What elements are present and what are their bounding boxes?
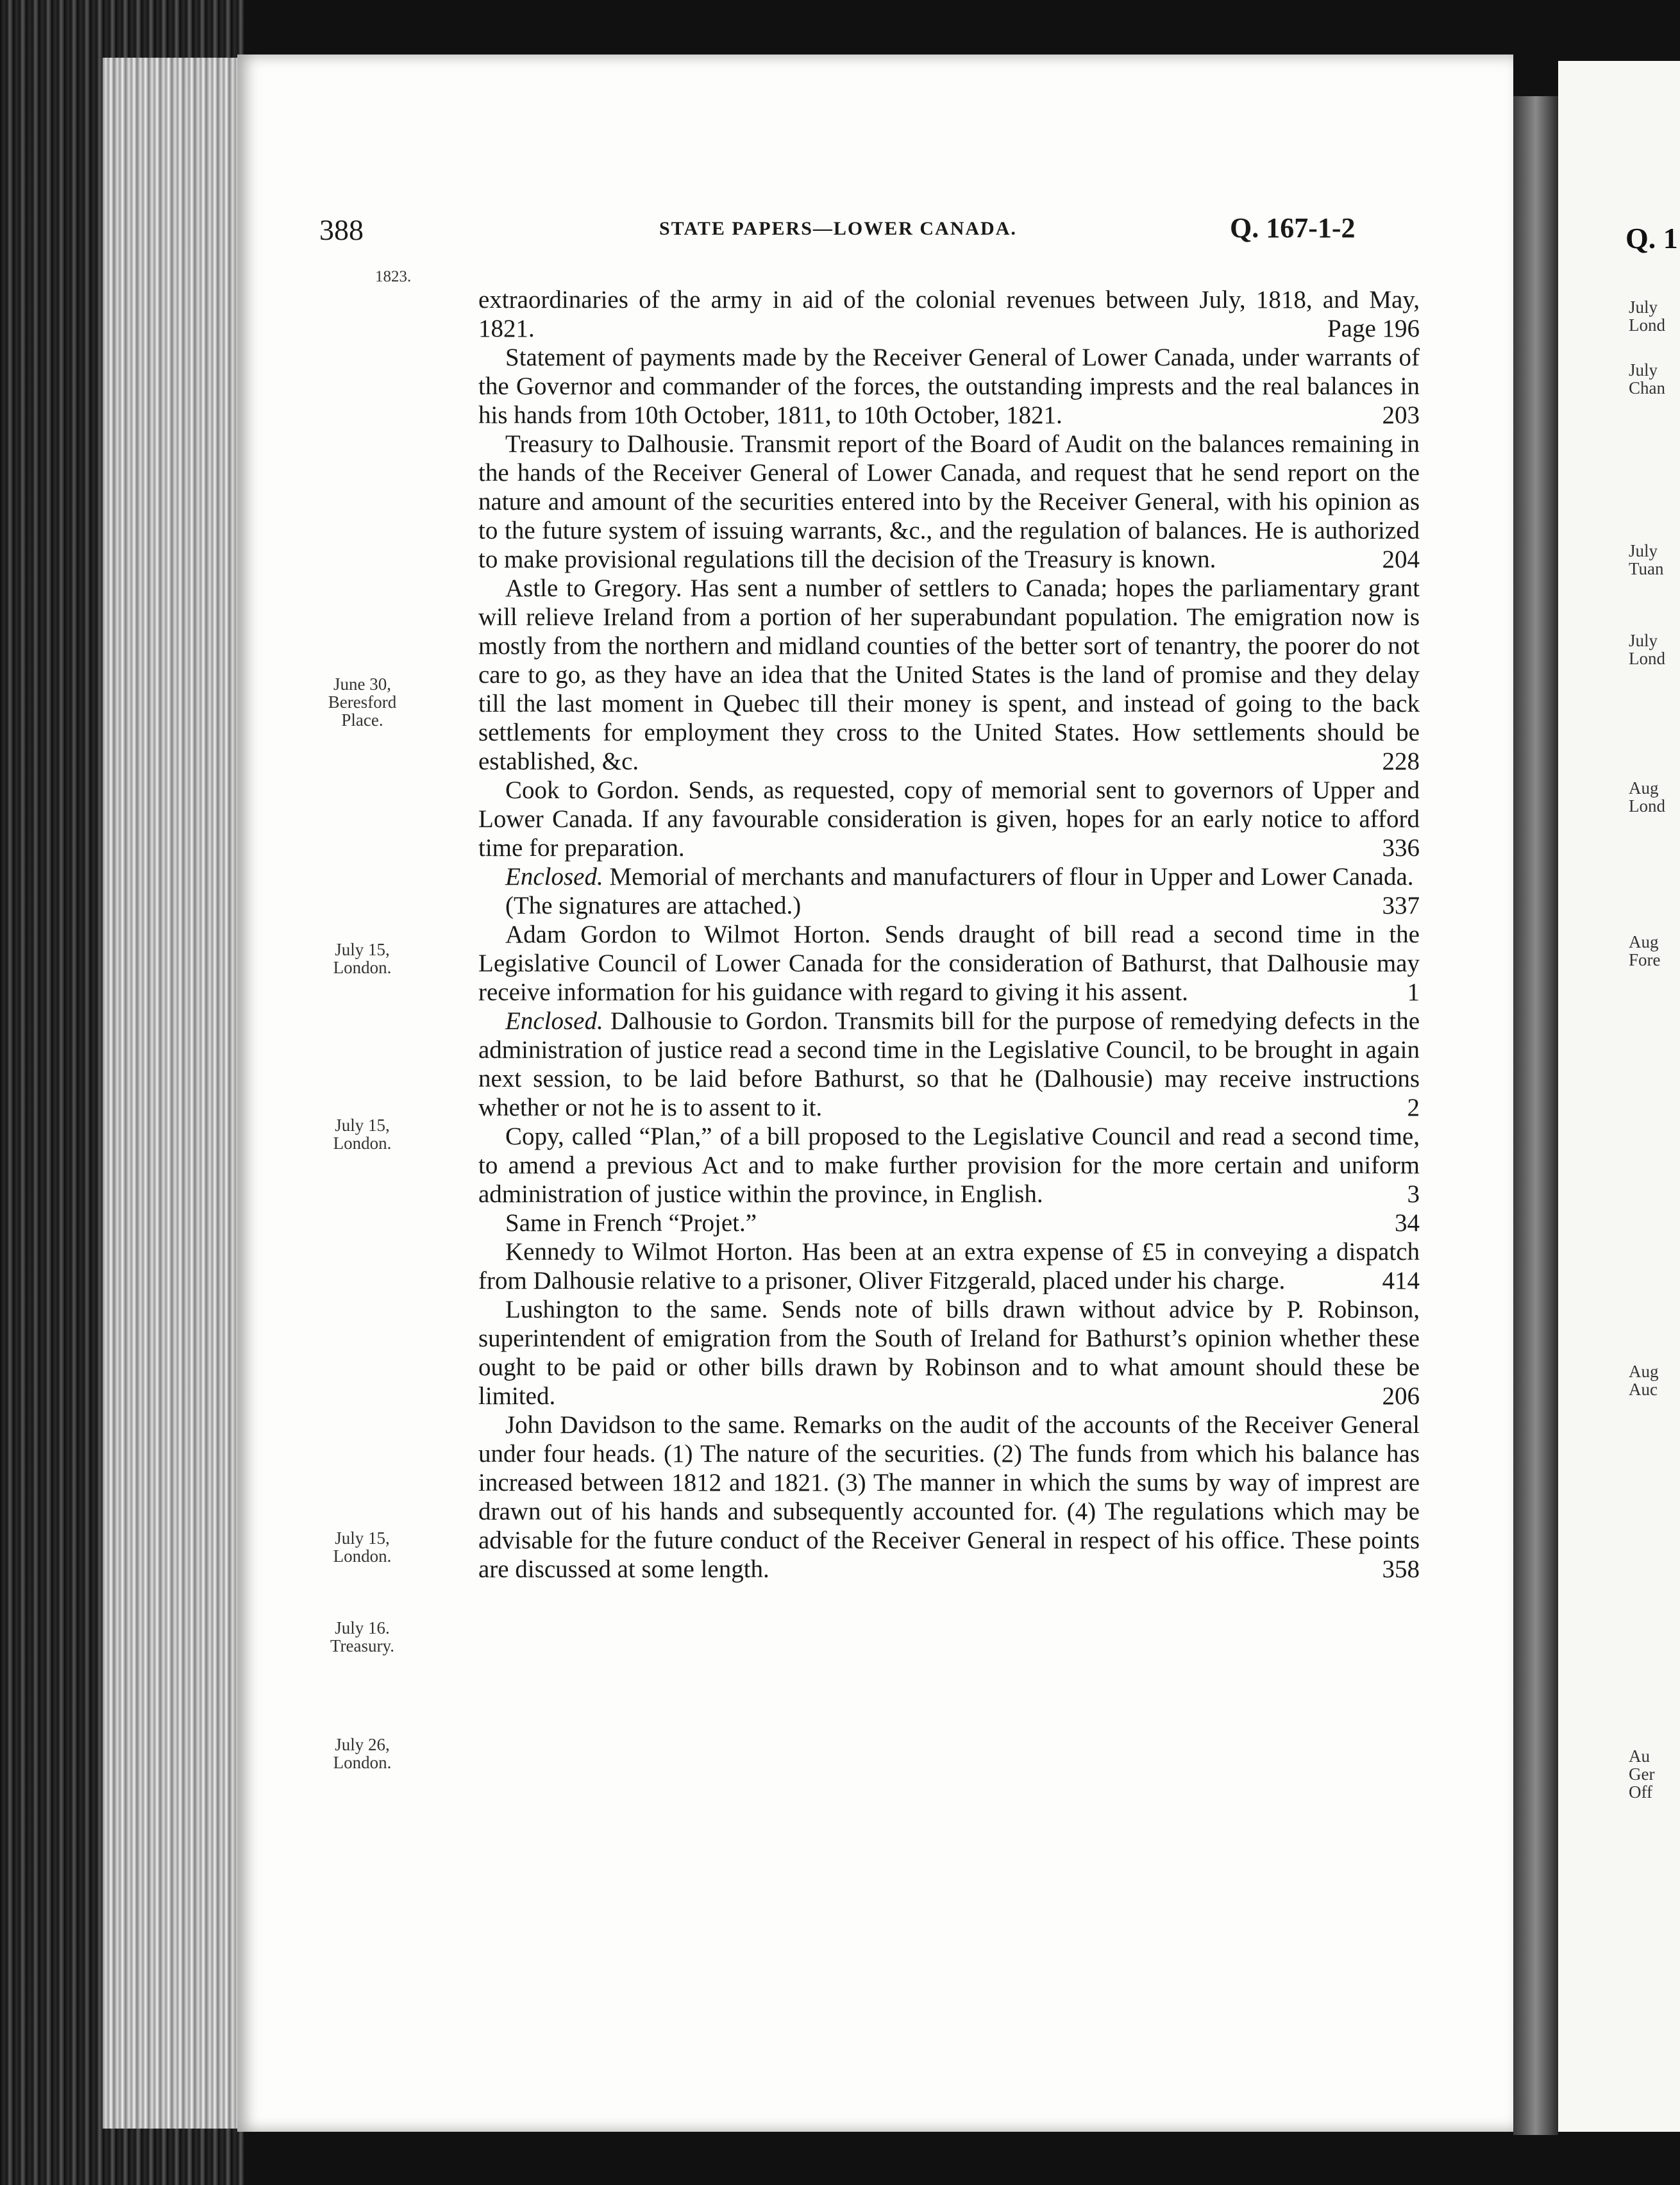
entry: Treasury to Dalhousie. Transmit report of the Board of Audit on the balances remaining in the hands of the Receiver General of Lower Canada, and request that he send report on the nature and amount of the securities entered into by the Receiver General, with his opinion as to the future system of issuing warrants, &c., and the regulation of balances. He is authorized to make provisional regulations till the decision of the Treasury is known. 204 [478,430,1420,573]
margin-date: July 26, [335,1735,390,1754]
entry: Enclosed. Memorial of merchants and manufacturers of flour in Upper and Lower Canada. 337 [505,863,1420,919]
entry: extraordinaries of the army in aid of the colonial revenues between July, 1818, and May, 1821. Page 196 [478,286,1420,342]
adjacent-note: Chan [1629,378,1665,398]
entry: Same in French “Projet.” 34 [505,1209,1420,1237]
entry: Kennedy to Wilmot Horton. Has been at an extra expense of £5 in conveying a dispatch from Dalhousie relative to a prisoner, Oliver Fitzgerald, placed under his charge. 414 [478,1238,1420,1294]
page-reference: 34 [1395,1209,1420,1237]
adjacent-note: Off [1629,1782,1652,1802]
page-reference: 358 [1382,1555,1420,1583]
margin-place: Place. [341,710,383,730]
adjacent-note: Ger [1629,1764,1655,1784]
margin-date: July 16. [335,1618,390,1637]
adjacent-note: Au [1629,1746,1650,1766]
adjacent-note: Lond [1629,796,1665,816]
entry: Statement of payments made by the Receiver General of Lower Canada, under warrants of the Governor and commander of the forces, the outstanding imprests and the real balances in his hands from 10th October, 1811, to 10th October, 1821. 203 [478,344,1420,429]
page-reference: 228 [1382,748,1420,775]
page-reference: Q. 167-1-2 [1230,212,1356,244]
page-reference: 414 [1382,1267,1420,1294]
page-reference: Page 196 [1327,315,1420,342]
page-reference: 337 [1382,892,1420,919]
adjacent-note: Lond [1629,315,1665,335]
page-reference: 203 [1382,401,1420,429]
adjacent-note: Aug [1629,932,1659,951]
margin-note [301,1736,423,1771]
margin-date: July 15, [335,1116,390,1135]
margin-note [301,1116,423,1152]
page-reference: 206 [1382,1382,1420,1410]
entry: Cook to Gordon. Sends, as requested, copy of memorial sent to governors of Upper and Lower Canada. If any favourable consideration is given, hopes for an early notice to afford time for preparation. 336 [478,776,1420,862]
page-reference: 204 [1382,546,1420,573]
enclosed-label: Enclosed. [505,1007,603,1035]
adjacent-note: July [1629,631,1658,650]
calendar-entries [478,285,1420,1584]
margin-note [301,1529,423,1565]
adjacent-page [1558,61,1680,2132]
margin-note [301,941,423,976]
margin-place: London. [333,1753,392,1772]
year-marker: 1823. [375,268,412,285]
margin-date: July 15, [335,940,390,959]
adjacent-note: July [1629,297,1658,317]
adjacent-note: Fore [1629,950,1661,969]
adjacent-note: Aug [1629,1362,1659,1381]
adjacent-note: Aug [1629,778,1659,798]
margin-place: London. [333,1546,392,1566]
entry: (The signatures are attached.) [505,892,802,919]
entry: Enclosed. Dalhousie to Gordon. Transmits bill for the purpose of remedying defects in the administration of justice read a second time in the Legislative Council, to be brought in again next session, to be laid before Bathurst, so that he (Dalhousie) may receive instructions whether or not he is to assent to it. 2 [478,1007,1420,1121]
adjacent-note: July [1629,360,1658,380]
margin-place: Treasury. [330,1636,394,1655]
enclosed-label: Enclosed. [505,863,603,891]
book-binding-edge [0,0,244,2185]
page-number: 388 [319,213,364,246]
margin-date: June 30, [333,674,391,694]
margin-place: Beresford [328,692,397,712]
margin-place: London. [333,1134,392,1153]
entry: Astle to Gregory. Has sent a number of settlers to Canada; hopes the parliamentary grant will relieve Ireland from a portion of her superabundant population. The emigration now is mostly from the northern and midland counties of the better sort of tenantry, the poorer do not care to go, as they have an idea that the United States is the land of promise and they delay till the last moment in Quebec till their money is spent, and instead of going to the back settlements for employment they cross to the United States. How settlements should be established, &c. 228 [478,574,1420,775]
adjacent-page-head: Q. 1 [1625,222,1678,255]
entry: John Davidson to the same. Remarks on the audit of the accounts of the Receiver General under four heads. (1) The nature of the securities. (2) The funds from which his balance has increased between 1812 and 1821. (3) The manner in which the sums by way of imprest are drawn out of his hands and subsequently accounted for. (4) The regulations which may be advisable for the future conduct of the Receiver General in respect of his office. These points are discussed at some length. 358 [478,1411,1420,1583]
adjacent-note: Tuan [1629,559,1664,578]
entry: Adam Gordon to Wilmot Horton. Sends draught of bill read a second time in the Legislative Council of Lower Canada for the consideration of Bathurst, that Dalhousie may receive information for his guidance with regard to giving it his assent. 1 [478,921,1420,1006]
page-title: STATE PAPERS—LOWER CANADA. [659,218,1017,239]
margin-place: London. [333,958,392,977]
margin-note [301,1619,423,1655]
adjacent-note: July [1629,541,1658,560]
page-reference: 3 [1407,1180,1420,1208]
page-gutter [1513,96,1558,2135]
adjacent-note: Auc [1629,1380,1658,1399]
page-reference: 1 [1407,978,1420,1006]
page-reference: 336 [1382,834,1420,862]
entry: Copy, called “Plan,” of a bill proposed to the Legislative Council and read a second time, to amend a previous Act and to make further provision for the more certain and uniform administration of justice within the province, in English. 3 [478,1123,1420,1208]
adjacent-note: Lond [1629,649,1665,668]
page-reference: 2 [1407,1094,1420,1121]
margin-note [301,675,423,729]
margin-date: July 15, [335,1528,390,1548]
entry: Lushington to the same. Sends note of bills drawn without advice by P. Robinson, superintendent of emigration from the South of Ireland for Bathurst’s opinion whether these ought to be paid or other bills drawn by Robinson and to what amount should these be limited. 206 [478,1296,1420,1410]
book-page [237,54,1513,2132]
